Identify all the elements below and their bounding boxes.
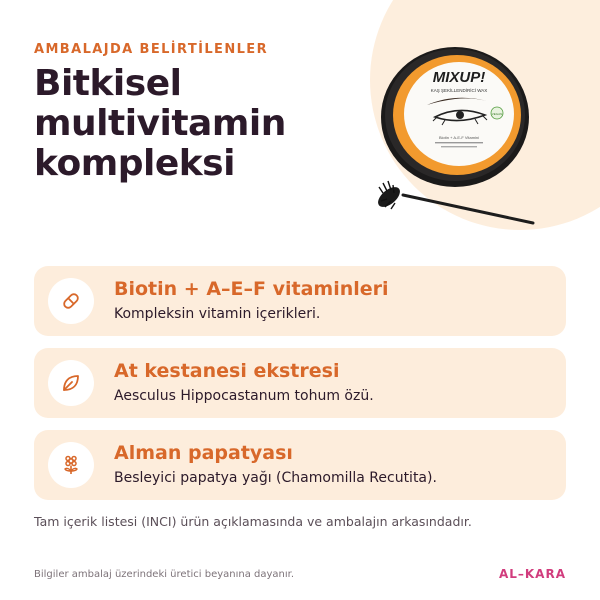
headline-line: kompleksi [34, 143, 235, 184]
product-subtitle-text: KAŞ ŞEKİLLENDİRİCİ WAX [430, 88, 488, 93]
feature-icon-container [48, 360, 94, 406]
flower-icon [59, 453, 83, 477]
feature-description: Aesculus Hippocastanum tohum özü. [114, 388, 374, 404]
product-jar-illustration [375, 35, 565, 235]
feature-title: Alman papatyası [114, 442, 293, 464]
feature-title: At kestanesi ekstresi [114, 360, 340, 382]
eyebrow-label: AMBALAJDA BELİRTİLENLER [34, 42, 268, 57]
pill-icon [59, 289, 83, 313]
disclaimer-note: Bilgiler ambalaj üzerindeki üretici beyanına dayanır. [34, 569, 295, 580]
spoolie-brush-head [375, 181, 403, 211]
feature-title: Biotin + A–E–F vitaminleri [114, 278, 389, 300]
product-brand-text: MIXUP! [432, 69, 486, 86]
feature-card [34, 430, 566, 500]
feature-icon-container [48, 442, 94, 488]
feature-icon-container [48, 278, 94, 324]
product-image [375, 35, 545, 235]
headline [34, 64, 334, 184]
headline-line: Bitkisel [34, 63, 182, 104]
feature-card [34, 266, 566, 336]
leaf-icon [59, 371, 83, 395]
feature-description: Besleyici papatya yağı (Chamomilla Recutita). [114, 470, 437, 486]
product-ingredient-text: Biotin + A-E-F Vitamini [438, 135, 480, 140]
feature-description: Kompleksin vitamin içerikleri. [114, 306, 321, 322]
brand-logo-text: AL–KARA [498, 567, 566, 581]
inci-footnote: Tam içerik listesi (INCI) ürün açıklamasında ve ambalajın arkasındadır. [34, 514, 472, 529]
product-vegan-badge: VEGAN [491, 112, 503, 116]
feature-card [34, 348, 566, 418]
headline-line: multivitamin [34, 103, 286, 144]
